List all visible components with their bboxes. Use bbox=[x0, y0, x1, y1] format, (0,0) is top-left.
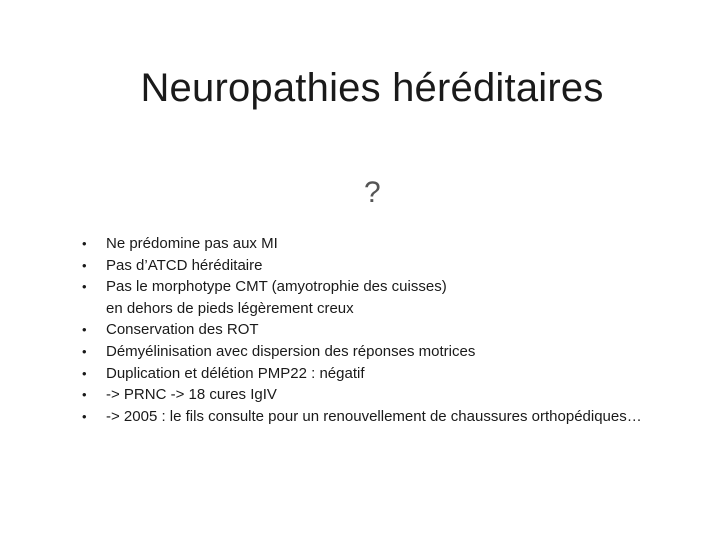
bullet-text: Duplication et délétion PMP22 : négatif bbox=[106, 364, 365, 382]
bullet-item bbox=[82, 319, 712, 341]
bullet-text: Pas d’ATCD héréditaire bbox=[106, 256, 263, 274]
bullet-item bbox=[82, 406, 712, 428]
question-mark: ? bbox=[364, 176, 381, 209]
bullet-item bbox=[82, 384, 712, 406]
bullet-dot-icon: • bbox=[82, 322, 87, 338]
bullet-item bbox=[82, 233, 712, 255]
bullet-item bbox=[82, 341, 712, 363]
bullet-dot-icon: • bbox=[82, 257, 87, 273]
bullet-text: -> PRNC -> 18 cures IgIV bbox=[106, 386, 277, 404]
bullet-text-continuation: en dehors de pieds légèrement creux bbox=[106, 299, 354, 317]
bullet-dot-icon: • bbox=[82, 343, 87, 359]
bullet-dot-icon: • bbox=[82, 279, 87, 295]
bullet-text: Pas le morphotype CMT (amyotrophie des cuisses) bbox=[106, 278, 447, 296]
bullet-list bbox=[82, 233, 712, 427]
bullet-text: Conservation des ROT bbox=[106, 321, 259, 339]
bullet-text: -> 2005 : le fils consulte pour un renouvellement de chaussures orthopédiques… bbox=[106, 407, 642, 425]
bullet-text: Démyélinisation avec dispersion des réponses motrices bbox=[106, 342, 476, 360]
bullet-item bbox=[82, 255, 712, 277]
bullet-dot-icon: • bbox=[82, 387, 87, 403]
bullet-text: Ne prédomine pas aux MI bbox=[106, 235, 278, 252]
bullet-dot-icon: • bbox=[82, 236, 87, 251]
bullet-dot-icon: • bbox=[82, 365, 87, 381]
bullet-dot-icon: • bbox=[82, 408, 87, 424]
bullet-item bbox=[82, 276, 712, 319]
bullet-item bbox=[82, 363, 712, 385]
slide-title: Neuropathies héréditaires bbox=[140, 66, 604, 110]
